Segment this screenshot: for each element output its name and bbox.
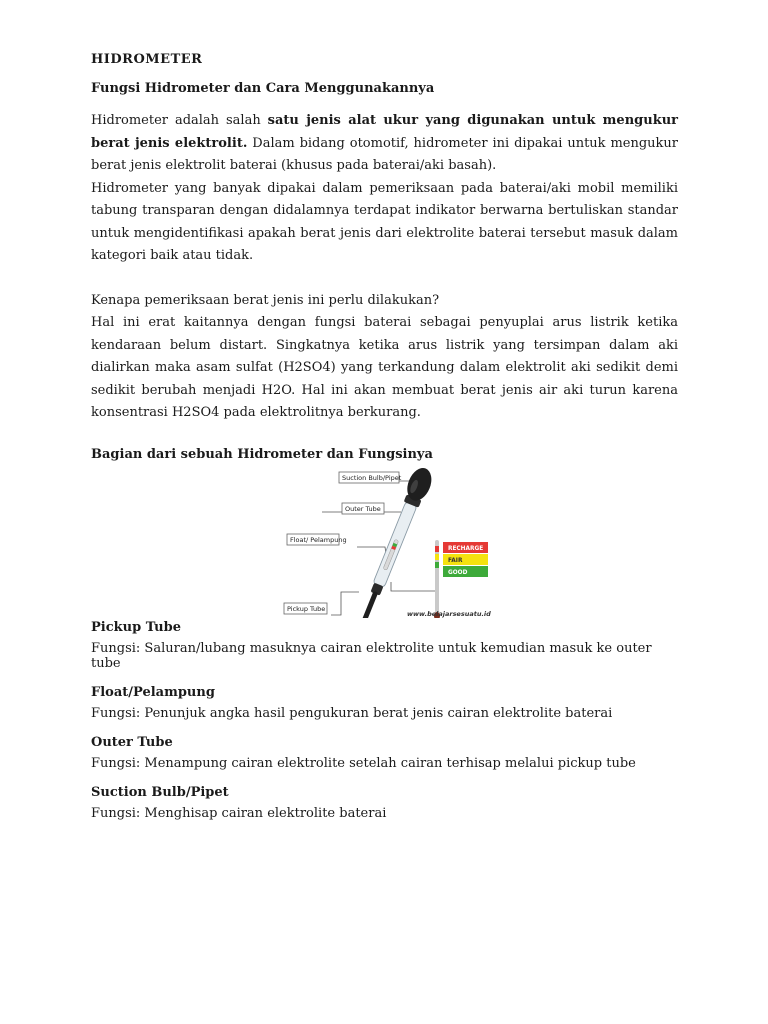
part-title-float: Float/Pelampung — [91, 684, 215, 700]
paragraph-definition-start: Hidrometer adalah salah — [91, 113, 268, 128]
part-desc-outer: Fungsi: Menampung cairan elektrolite setelah cairan terhisap melalui pickup tube — [91, 755, 636, 771]
label-suction: Suction Bulb/Pipet — [342, 473, 402, 482]
part-title-pickup: Pickup Tube — [91, 619, 181, 635]
section-title-fungsi: Fungsi Hidrometer dan Cara Menggunakannya — [91, 81, 435, 96]
paragraph-explanation: Hal ini erat kaitannya dengan fungsi baterai sebagai penyuplai arus listrik ketika kendaraan belum distart. Singkatnya ketika arus listrik yang tersimpan dalam aki dialirkan maka asam sulfat (H2SO4) yang terkandung dalam elektrolit aki sedikit demi sedikit berubah menjadi H2O. Hal ini akan membuat berat jenis air aki turun karena konsentrasi H2SO4 pada elektrolitnya berkurang. — [91, 315, 678, 420]
indicator-good-label: GOOD — [448, 569, 468, 576]
indicator-fair-label: FAIR — [448, 557, 463, 564]
section-title-bagian: Bagian dari sebuah Hidrometer dan Fungsinya — [91, 446, 433, 462]
paragraph-definition-bold: satu jenis alat ukur yang digunakan untuk mengukur berat jenis elektrolit. — [91, 113, 678, 151]
parts-list — [91, 620, 678, 821]
paragraph-spacer — [91, 268, 678, 290]
part-desc-suction: Fungsi: Menghisap cairan elektrolite baterai — [91, 805, 387, 821]
label-float: Float/ Pelampung — [290, 535, 347, 544]
document-page — [91, 52, 678, 835]
indicator-stem-yellow — [435, 554, 439, 560]
hydrometer-body — [352, 468, 436, 618]
part-title-suction: Suction Bulb/Pipet — [91, 784, 229, 800]
pickup-tube — [360, 590, 378, 617]
indicator-stem-green — [435, 562, 439, 568]
figure-watermark: www.belajarsesuatu.id — [407, 609, 491, 618]
leader-line-indicator — [391, 582, 437, 591]
section-spacer — [91, 425, 678, 447]
document-title: HIDROMETER — [91, 52, 203, 67]
paragraph-definition-end: Dalam bidang otomotif, hidrometer ini dipakai untuk mengukur berat jenis elektrolit baterai (khusus pada baterai/aki basah). — [91, 135, 679, 173]
part-desc-pickup: Fungsi: Saluran/lubang masuknya cairan elektrolite untuk kemudian masuk ke outer tube — [91, 640, 652, 671]
paragraph-definition — [91, 110, 678, 178]
paragraph-usage: Hidrometer yang banyak dipakai dalam pemeriksaan pada baterai/aki mobil memiliki tabung transparan dengan didalamnya terdapat indikator berwarna bertuliskan standar untuk mengidentifikasi apakah berat jenis dari elektrolite baterai tersebut masuk dalam kategori baik atau tidak. — [91, 180, 678, 263]
indicator-stem-red — [435, 546, 439, 552]
hydrometer-figure — [277, 468, 497, 618]
paragraph-question: Kenapa pemeriksaan berat jenis ini perlu dilakukan? — [91, 292, 440, 308]
label-outer: Outer Tube — [345, 504, 381, 513]
label-pickup: Pickup Tube — [287, 604, 326, 613]
leader-line-pickup — [331, 592, 359, 615]
indicator-recharge-label: RECHARGE — [448, 545, 484, 552]
part-desc-float: Fungsi: Penunjuk angka hasil pengukuran berat jenis cairan elektrolite baterai — [91, 705, 613, 721]
part-title-outer: Outer Tube — [91, 734, 173, 750]
hydrometer-diagram — [277, 468, 497, 618]
